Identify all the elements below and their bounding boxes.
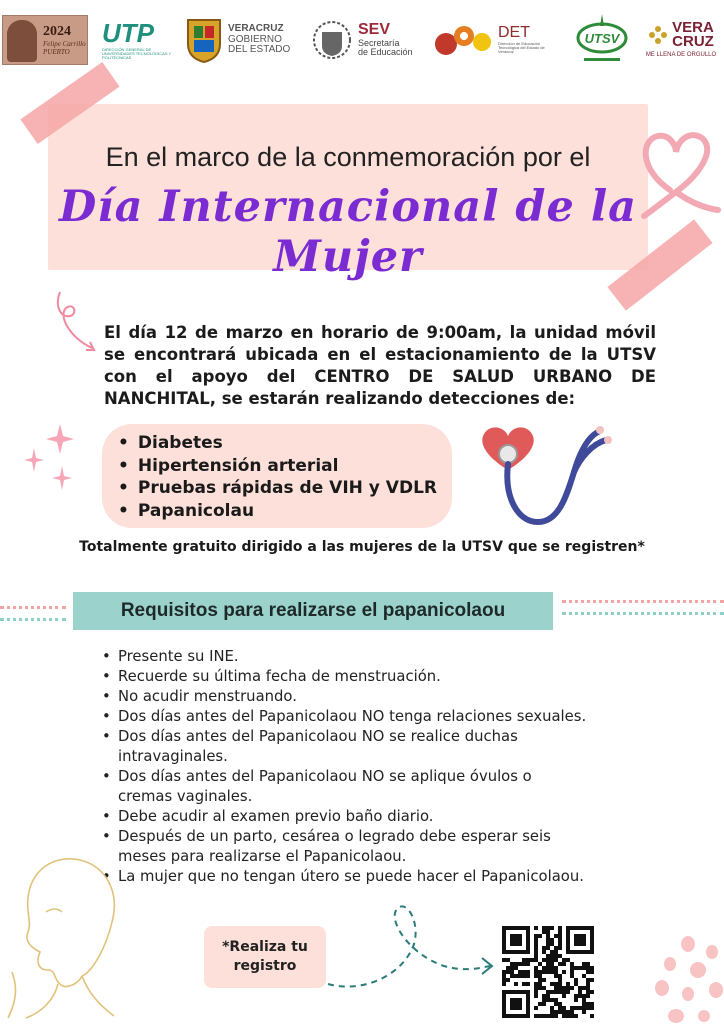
list-item: • Debe acudir al examen previo baño diario. bbox=[102, 807, 642, 827]
intro-paragraph: El día 12 de marzo en horario de 9:00am, la unidad móvil se encontrará ubicada en el estacionamiento de la UTSV con el apoyo del CENTRO DE SALUD URBANO DE NANCHITAL, se estarán realizando detecciones de: bbox=[104, 323, 656, 408]
qr-module bbox=[558, 982, 562, 986]
list-item: • Pruebas rápidas de VIH y VDLR bbox=[118, 477, 437, 500]
qr-module bbox=[558, 974, 562, 978]
tests-list bbox=[118, 432, 437, 522]
qr-module bbox=[558, 938, 562, 942]
qr-module bbox=[538, 986, 542, 990]
qr-module bbox=[566, 990, 570, 994]
list-item: • Diabetes bbox=[118, 432, 437, 455]
qr-module bbox=[562, 958, 566, 962]
qr-module bbox=[534, 946, 538, 950]
list-item: • Dos días antes del Papanicolaou NO se aplique óvulos o cremas vaginales. bbox=[102, 767, 568, 807]
qr-module bbox=[534, 974, 538, 978]
qr-module bbox=[538, 1002, 542, 1006]
qr-module bbox=[554, 934, 558, 938]
qr-module bbox=[534, 994, 538, 998]
portrait-face bbox=[7, 20, 37, 62]
det-line1: DET bbox=[498, 24, 530, 42]
qr-module bbox=[582, 1006, 586, 1010]
qr-module bbox=[534, 1014, 538, 1018]
qr-module bbox=[538, 974, 542, 978]
list-item: • Hipertensión arterial bbox=[118, 455, 437, 478]
qr-module bbox=[506, 958, 510, 962]
qr-module bbox=[546, 934, 550, 938]
portrait-image bbox=[2, 15, 88, 65]
qr-module bbox=[578, 994, 582, 998]
qr-module bbox=[526, 958, 530, 962]
qr-module bbox=[550, 950, 554, 954]
qr-module bbox=[502, 958, 506, 962]
qr-module bbox=[554, 1002, 558, 1006]
qr-module bbox=[522, 962, 526, 966]
decorative-pink-dots-icon bbox=[654, 930, 724, 1024]
qr-module bbox=[566, 958, 570, 962]
qr-module bbox=[578, 986, 582, 990]
qr-module bbox=[558, 934, 562, 938]
qr-module bbox=[554, 998, 558, 1002]
qr-module bbox=[542, 970, 546, 974]
qr-module bbox=[546, 1014, 550, 1018]
qr-module bbox=[546, 942, 550, 946]
sev-line3: de Educación bbox=[358, 47, 413, 58]
qr-module bbox=[546, 930, 550, 934]
qr-module bbox=[562, 962, 566, 966]
det-logo bbox=[432, 12, 552, 68]
qr-module bbox=[546, 998, 550, 1002]
qr-module bbox=[538, 1014, 542, 1018]
qr-module bbox=[590, 1006, 594, 1010]
qr-module bbox=[554, 990, 558, 994]
qr-module bbox=[514, 974, 518, 978]
qr-module bbox=[558, 986, 562, 990]
qr-module bbox=[570, 966, 574, 970]
qr-module bbox=[586, 1002, 590, 1006]
dots-right-pink bbox=[562, 600, 724, 605]
dots-left-teal bbox=[0, 618, 66, 623]
qr-module bbox=[550, 926, 554, 930]
qr-module bbox=[554, 950, 558, 954]
requirements-list bbox=[102, 647, 642, 887]
qr-module bbox=[546, 946, 550, 950]
qr-module bbox=[558, 946, 562, 950]
qr-module bbox=[554, 946, 558, 950]
qr-module bbox=[550, 954, 554, 958]
qr-module bbox=[590, 990, 594, 994]
qr-module bbox=[558, 978, 562, 982]
qr-module bbox=[502, 970, 506, 974]
qr-module bbox=[542, 986, 546, 990]
qr-module bbox=[538, 970, 542, 974]
qr-module bbox=[542, 1014, 546, 1018]
sev-emblem-icon bbox=[310, 16, 354, 64]
qr-module bbox=[522, 958, 526, 962]
qr-module bbox=[534, 942, 538, 946]
qr-module bbox=[554, 986, 558, 990]
qr-module bbox=[550, 990, 554, 994]
qr-module bbox=[558, 1010, 562, 1014]
qr-module bbox=[534, 1006, 538, 1010]
qr-module bbox=[506, 966, 510, 970]
qr-module bbox=[578, 966, 582, 970]
dots-right-teal bbox=[562, 612, 724, 617]
qr-module bbox=[590, 966, 594, 970]
qr-module bbox=[574, 994, 578, 998]
qr-module bbox=[530, 958, 534, 962]
qr-module bbox=[574, 978, 578, 982]
qr-module bbox=[534, 990, 538, 994]
qr-module bbox=[590, 978, 594, 982]
qr-module bbox=[570, 1006, 574, 1010]
qr-module bbox=[550, 1006, 554, 1010]
veracruz-shield-icon bbox=[184, 16, 224, 64]
qr-module bbox=[558, 930, 562, 934]
qr-module bbox=[554, 1014, 558, 1018]
utsv-logo-icon bbox=[576, 12, 628, 68]
qr-module bbox=[510, 974, 514, 978]
qr-module bbox=[562, 990, 566, 994]
qr-module bbox=[554, 958, 558, 962]
qr-module bbox=[570, 1010, 574, 1014]
qr-module bbox=[510, 970, 514, 974]
title-line2: Día Internacional de la Mujer bbox=[58, 182, 638, 282]
qr-module bbox=[582, 1002, 586, 1006]
qr-module bbox=[566, 982, 570, 986]
veracruz-flower-icon bbox=[648, 25, 668, 45]
logo-year: 2024 bbox=[43, 24, 71, 39]
qr-module bbox=[562, 970, 566, 974]
qr-module bbox=[518, 970, 522, 974]
qr-module bbox=[570, 986, 574, 990]
gobierno-line2: GOBIERNO bbox=[228, 33, 282, 45]
qr-module bbox=[534, 970, 538, 974]
veracruz-orgullo-logo bbox=[642, 12, 720, 68]
qr-module bbox=[502, 982, 506, 986]
qr-module bbox=[550, 958, 554, 962]
qr-module bbox=[526, 974, 530, 978]
qr-module bbox=[586, 978, 590, 982]
qr-module bbox=[570, 970, 574, 974]
gobierno-line1: VERACRUZ bbox=[228, 23, 284, 35]
qr-module bbox=[590, 970, 594, 974]
free-note: Totalmente gratuito dirigido a las mujeres de la UTSV que se registren* bbox=[79, 539, 645, 555]
qr-code[interactable] bbox=[502, 926, 594, 1018]
qr-module bbox=[514, 982, 518, 986]
woman-face-line-art-icon bbox=[2, 852, 132, 1020]
qr-module bbox=[554, 1010, 558, 1014]
qr-module bbox=[582, 962, 586, 966]
qr-module bbox=[558, 954, 562, 958]
det-gears-icon bbox=[432, 18, 494, 62]
dashed-arrow-icon bbox=[324, 894, 504, 1006]
qr-module bbox=[582, 1010, 586, 1014]
utp-logo bbox=[102, 12, 178, 68]
qr-module bbox=[578, 1006, 582, 1010]
qr-module bbox=[570, 962, 574, 966]
qr-module bbox=[510, 966, 514, 970]
qr-module bbox=[542, 1002, 546, 1006]
qr-module bbox=[522, 970, 526, 974]
qr-module bbox=[590, 1002, 594, 1006]
qr-module bbox=[502, 978, 506, 982]
qr-module bbox=[518, 974, 522, 978]
qr-module bbox=[546, 962, 550, 966]
qr-module bbox=[514, 962, 518, 966]
qr-module bbox=[534, 986, 538, 990]
utp-logo-text: UTP bbox=[102, 17, 154, 48]
qr-module bbox=[554, 974, 558, 978]
qr-module bbox=[538, 978, 542, 982]
felipe-carrillo-logo bbox=[2, 12, 88, 68]
qr-module bbox=[574, 998, 578, 1002]
sev-line2: Secretaría bbox=[358, 37, 400, 48]
qr-module bbox=[558, 926, 562, 930]
qr-module bbox=[538, 982, 542, 986]
qr-module bbox=[582, 998, 586, 1002]
qr-module bbox=[558, 1002, 562, 1006]
qr-module bbox=[542, 966, 546, 970]
gobierno-line3: DEL ESTADO bbox=[228, 44, 291, 56]
qr-module bbox=[558, 942, 562, 946]
list-item: • Presente su INE. bbox=[102, 647, 642, 667]
utp-logo-sub: DIRECCIÓN GENERAL DE UNIVERSIDADES TECNOLÓGICAS Y POLITÉCNICAS bbox=[102, 46, 172, 61]
qr-module bbox=[542, 930, 546, 934]
qr-module bbox=[534, 926, 538, 930]
qr-module bbox=[526, 962, 530, 966]
list-item: • Después de un parto, cesárea o legrado debe esperar seis meses para realizarse el Papanicolaou. bbox=[102, 827, 588, 867]
qr-module bbox=[550, 1014, 554, 1018]
qr-module bbox=[506, 970, 510, 974]
qr-module bbox=[522, 974, 526, 978]
qr-module bbox=[566, 1014, 570, 1018]
qr-module bbox=[550, 938, 554, 942]
qr-module bbox=[586, 966, 590, 970]
register-line2: registro bbox=[233, 958, 297, 974]
qr-module bbox=[502, 974, 506, 978]
qr-module bbox=[546, 926, 550, 930]
qr-module bbox=[506, 978, 510, 982]
qr-module bbox=[546, 994, 550, 998]
list-item: • No acudir menstruando. bbox=[102, 687, 642, 707]
qr-module bbox=[542, 926, 546, 930]
qr-module bbox=[550, 942, 554, 946]
register-line1: *Realiza tu bbox=[222, 939, 308, 955]
qr-module bbox=[514, 966, 518, 970]
qr-module bbox=[534, 954, 538, 958]
qr-module bbox=[590, 1014, 594, 1018]
qr-module bbox=[558, 962, 562, 966]
register-callout bbox=[204, 926, 326, 988]
qr-module bbox=[554, 954, 558, 958]
stethoscope-heart-icon bbox=[474, 418, 622, 530]
qr-module bbox=[534, 982, 538, 986]
qr-module bbox=[586, 982, 590, 986]
qr-module bbox=[546, 938, 550, 942]
qr-module bbox=[566, 986, 570, 990]
qr-module bbox=[574, 1006, 578, 1010]
qr-module bbox=[534, 958, 538, 962]
qr-module bbox=[546, 966, 550, 970]
qr-module bbox=[570, 974, 574, 978]
qr-module bbox=[586, 994, 590, 998]
list-item: • Recuerde su última fecha de menstruación. bbox=[102, 667, 642, 687]
qr-module bbox=[542, 994, 546, 998]
qr-module bbox=[582, 974, 586, 978]
qr-module bbox=[550, 982, 554, 986]
qr-module bbox=[546, 970, 550, 974]
qr-module bbox=[526, 982, 530, 986]
qr-module bbox=[586, 986, 590, 990]
qr-module bbox=[574, 982, 578, 986]
orgullo-line1: VERA bbox=[672, 19, 714, 37]
list-item: • Dos días antes del Papanicolaou NO tenga relaciones sexuales. bbox=[102, 707, 642, 727]
qr-module bbox=[554, 966, 558, 970]
qr-module bbox=[562, 986, 566, 990]
list-item: • La mujer que no tengan útero se puede hacer el Papanicolaou. bbox=[102, 867, 642, 887]
qr-module bbox=[550, 966, 554, 970]
list-item: • Papanicolau bbox=[118, 500, 437, 523]
det-line2: Dirección de Educación Tecnológica del Estado de Veracruz bbox=[498, 41, 545, 55]
qr-module bbox=[586, 990, 590, 994]
qr-module bbox=[550, 998, 554, 1002]
qr-module bbox=[546, 954, 550, 958]
qr-module bbox=[586, 970, 590, 974]
utsv-logo-text: UTSV bbox=[584, 31, 620, 46]
qr-module bbox=[534, 966, 538, 970]
veracruz-gobierno-logo bbox=[184, 12, 290, 68]
qr-module bbox=[582, 986, 586, 990]
qr-module bbox=[542, 958, 546, 962]
qr-module bbox=[518, 962, 522, 966]
utsv-logo bbox=[576, 12, 628, 68]
logo-row bbox=[0, 0, 724, 80]
logo-name: Felipe Carrillo PUERTO bbox=[43, 40, 86, 56]
qr-module bbox=[578, 990, 582, 994]
list-item: • Dos días antes del Papanicolaou NO se realice duchas intravaginales. bbox=[102, 727, 548, 767]
sev-line1: SEV bbox=[358, 21, 391, 39]
orgullo-line2: CRUZ bbox=[672, 33, 714, 51]
qr-module bbox=[562, 1006, 566, 1010]
qr-module bbox=[586, 962, 590, 966]
qr-module bbox=[562, 1014, 566, 1018]
qr-module bbox=[510, 962, 514, 966]
qr-module bbox=[550, 1010, 554, 1014]
qr-module bbox=[526, 970, 530, 974]
qr-module bbox=[534, 938, 538, 942]
qr-module bbox=[538, 934, 542, 938]
qr-module bbox=[558, 990, 562, 994]
qr-module bbox=[558, 1006, 562, 1010]
qr-module bbox=[542, 998, 546, 1002]
qr-module bbox=[562, 994, 566, 998]
dots-left-pink bbox=[0, 606, 66, 611]
qr-module bbox=[550, 962, 554, 966]
qr-module bbox=[534, 934, 538, 938]
qr-module bbox=[542, 946, 546, 950]
orgullo-line3: ME LLENA DE ORGULLO bbox=[645, 52, 717, 59]
requirements-heading: Requisitos para realizarse el papanicolaou bbox=[73, 592, 553, 630]
qr-module bbox=[566, 1010, 570, 1014]
qr-module bbox=[582, 994, 586, 998]
qr-module bbox=[538, 962, 542, 966]
qr-module bbox=[554, 970, 558, 974]
title-line1: En el marco de la conmemoración por el bbox=[105, 142, 591, 172]
qr-module bbox=[534, 950, 538, 954]
qr-module bbox=[550, 970, 554, 974]
qr-module bbox=[574, 1014, 578, 1018]
qr-module bbox=[586, 1006, 590, 1010]
qr-module bbox=[546, 990, 550, 994]
qr-module bbox=[574, 966, 578, 970]
qr-module bbox=[554, 982, 558, 986]
curly-arrow-icon bbox=[52, 288, 104, 360]
qr-module bbox=[570, 1014, 574, 1018]
sev-logo bbox=[310, 12, 413, 68]
sparkles-icon bbox=[24, 420, 76, 492]
qr-module bbox=[562, 1010, 566, 1014]
qr-module bbox=[542, 950, 546, 954]
qr-module bbox=[582, 966, 586, 970]
qr-module bbox=[546, 958, 550, 962]
qr-module bbox=[542, 978, 546, 982]
qr-module bbox=[522, 982, 526, 986]
